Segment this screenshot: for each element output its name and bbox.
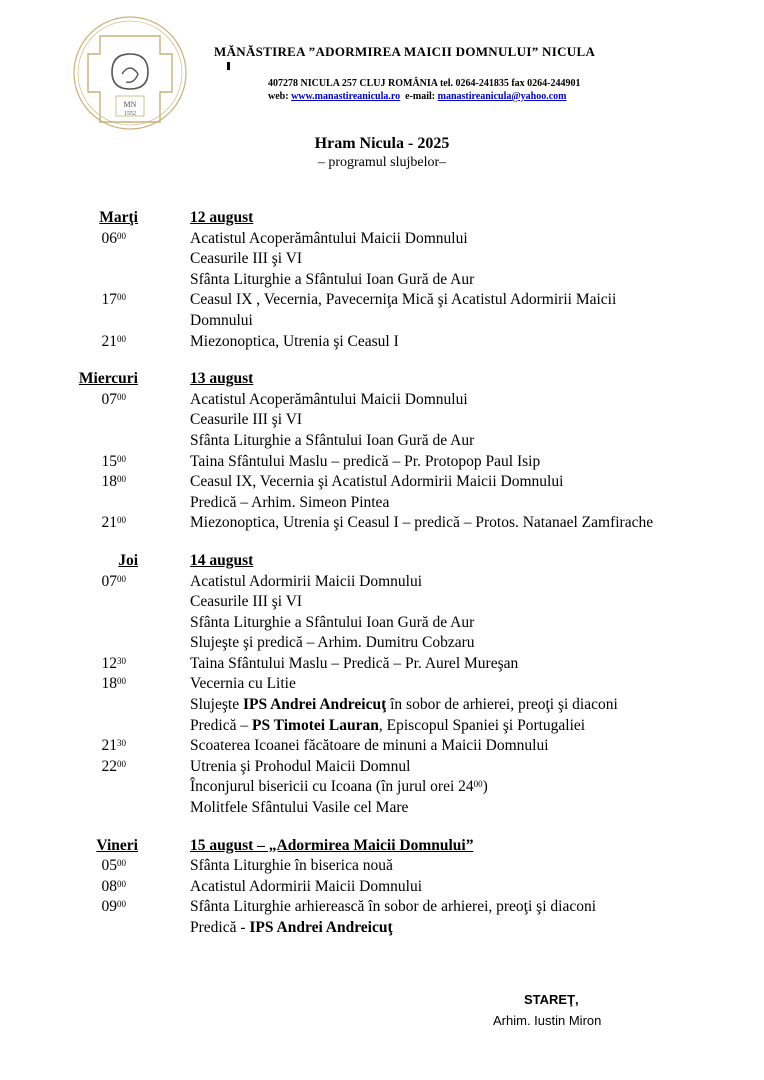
schedule-entry (0, 452, 764, 473)
entry-text-part: Predică - (190, 919, 250, 936)
entry-text: Acatistul Acoperământului Maicii Domnului (190, 229, 468, 247)
schedule-entry (0, 777, 764, 798)
entry-minutes: 00 (117, 515, 126, 526)
schedule-entry (0, 613, 764, 634)
entry-time (0, 877, 126, 898)
entry-text (190, 777, 750, 798)
schedule-entry (0, 249, 764, 270)
entry-text: Taina Sfântului Maslu – predică – Pr. Protopop Paul Isip (190, 452, 541, 470)
schedule-entry (0, 654, 764, 675)
signature-title: STAREŢ, (524, 992, 579, 1007)
day-header (0, 208, 764, 229)
schedule-entry (0, 270, 764, 291)
schedule-entry (0, 877, 764, 898)
entry-minutes: 00 (117, 333, 126, 344)
bullet-mark (227, 62, 230, 70)
day-date: 14 august (190, 551, 254, 569)
entry-text-part: , Episcopul Spaniei şi Portugaliei (378, 716, 586, 734)
entry-minutes: 00 (117, 878, 126, 889)
document-title: Hram Nicula - 2025 (314, 135, 450, 152)
entry-text: Molitfele Sfântului Vasile cel Mare (190, 799, 409, 817)
schedule-entry (0, 431, 764, 452)
entry-text: Taina Sfântului Maslu – Predică – Pr. Aurel Mureşan (190, 654, 519, 672)
entry-hour: 07 (101, 390, 117, 408)
entry-hour: 21 (101, 332, 117, 350)
address-line: 407278 NICULA 257 CLUJ ROMÂNIA tel. 0264-241835 fax 0264-244901 (268, 78, 581, 89)
schedule-entry (0, 332, 764, 353)
day-header (0, 369, 764, 390)
schedule-entry (0, 798, 764, 819)
schedule-entry (0, 736, 764, 757)
schedule-entry (0, 311, 764, 332)
entry-text: Acatistul Adormirii Maicii Domnului (190, 572, 423, 590)
entry-minutes: 00 (117, 453, 126, 464)
entry-time (0, 757, 126, 778)
entry-text: Scoaterea Icoanei făcătoare de minuni a Maicii Domnului (190, 737, 549, 755)
logo-year: 1552 (124, 111, 136, 117)
entry-time (0, 452, 126, 473)
entry-minutes: 00 (117, 676, 126, 687)
email-link[interactable]: manastireanicula@yahoo.com (437, 91, 567, 102)
entry-text: Domnului (190, 311, 253, 329)
entry-text (190, 918, 750, 939)
website-link[interactable]: www.manastireanicula.ro (291, 91, 401, 102)
entry-text: Slujeşte şi predică – Arhim. Dumitru Cobzaru (190, 634, 475, 652)
entry-text: Acatistul Adormirii Maicii Domnului (190, 877, 423, 895)
entry-minutes: 30 (117, 655, 126, 666)
day-date: 15 august – „Adormirea Maicii Domnului” (190, 836, 474, 854)
schedule-entry (0, 592, 764, 613)
email-label: e-mail: (405, 91, 436, 102)
entry-text: Ceasurile III şi VI (190, 250, 303, 268)
day-date: 12 august (190, 209, 254, 226)
day-name: Miercuri (78, 370, 138, 388)
entry-text (190, 695, 750, 716)
monastery-logo (60, 14, 200, 132)
entry-text-part: Înconjurul bisericii cu Icoana (în jurul orei 24 (190, 778, 474, 796)
entry-text: Vecernia cu Litie (190, 675, 296, 693)
entry-hour: 09 (101, 898, 117, 916)
schedule-entry (0, 856, 764, 877)
entry-text-part: în sobor de arhierei, preoţi şi diaconi (386, 696, 618, 714)
entry-text: Sfânta Liturghie arhierească în sobor de arhierei, preoţi şi diaconi (190, 898, 597, 916)
schedule-entry (0, 695, 764, 716)
schedule-entry (0, 674, 764, 695)
day-name: Joi (118, 551, 138, 569)
entry-hour: 17 (101, 291, 117, 309)
entry-time (0, 290, 126, 311)
monastery-name: MĂNĂSTIREA ”ADORMIREA MAICII DOMNULUI” NICULA (214, 44, 596, 59)
entry-time (0, 572, 126, 593)
schedule-entry (0, 410, 764, 431)
entry-text: Ceasul IX, Vecernia şi Acatistul Adormirii Maicii Domnului (190, 473, 564, 491)
entry-time (0, 736, 126, 757)
entry-hour: 22 (101, 757, 117, 775)
entry-time (0, 332, 126, 353)
entry-time (0, 513, 126, 534)
schedule-entry (0, 290, 764, 311)
entry-time (0, 229, 126, 250)
entry-minutes: 00 (117, 292, 126, 303)
schedule-entry (0, 572, 764, 593)
entry-text-bold: IPS Andrei Andreicuţ (242, 696, 387, 714)
entry-time (0, 856, 126, 877)
entry-hour: 08 (101, 877, 117, 895)
entry-hour: 21 (101, 514, 117, 532)
entry-minutes: 00 (117, 858, 126, 869)
entry-hour: 18 (101, 473, 117, 491)
logo-letters: MN (123, 100, 137, 109)
entry-hour: 06 (101, 229, 117, 247)
entry-time (0, 472, 126, 493)
document-subtitle: – programul slujbelor– (317, 155, 447, 170)
entry-text: Miezonoptica, Utrenia şi Ceasul I – predică – Protos. Natanael Zamfirache (190, 514, 654, 532)
entry-minutes: 00 (117, 230, 126, 241)
signature-name: Arhim. Iustin Miron (493, 1013, 602, 1028)
day-date: 13 august (190, 370, 254, 388)
entry-hour: 07 (101, 572, 117, 590)
entry-text: Sfânta Liturghie a Sfântului Ioan Gură de Aur (190, 270, 475, 288)
schedule-entry (0, 633, 764, 654)
schedule-entry (0, 897, 764, 918)
schedule-entry (0, 472, 764, 493)
schedule-entry (0, 757, 764, 778)
entry-minutes: 00 (117, 391, 126, 402)
entry-text-bold: IPS Andrei Andreicuţ (249, 919, 393, 936)
entry-text-part: 00 (473, 779, 483, 790)
entry-time (0, 897, 126, 918)
entry-hour: 21 (101, 737, 117, 755)
day-block (0, 836, 764, 939)
entry-text: Acatistul Acoperământului Maicii Domnului (190, 390, 468, 408)
schedule-entry (0, 390, 764, 411)
schedule (0, 208, 764, 956)
entry-text (190, 716, 750, 737)
schedule-entry (0, 229, 764, 250)
entry-text: Sfânta Liturghie în biserica nouă (190, 857, 393, 875)
entry-text: Ceasurile III şi VI (190, 411, 303, 429)
entry-minutes: 00 (117, 474, 126, 485)
entry-text-part: Predică – (190, 716, 252, 734)
entry-minutes: 30 (117, 738, 126, 749)
entry-text: Ceasurile III şi VI (190, 593, 303, 611)
schedule-entry (0, 716, 764, 737)
entry-text: Sfânta Liturghie a Sfântului Ioan Gură de Aur (190, 613, 475, 631)
schedule-entry (0, 918, 764, 939)
entry-text-bold: PS Timotei Lauran (251, 716, 379, 734)
entry-text: Utrenia şi Prohodul Maicii Domnul (190, 757, 411, 775)
day-block (0, 369, 764, 534)
day-header (0, 836, 764, 857)
day-header (0, 551, 764, 572)
entry-text: Predică – Arhim. Simeon Pintea (190, 493, 390, 511)
schedule-entry (0, 513, 764, 534)
day-block (0, 551, 764, 819)
entry-minutes: 00 (117, 899, 126, 910)
web-label: web: (268, 91, 289, 102)
day-block (0, 208, 764, 352)
day-name: Marţi (99, 209, 138, 226)
day-name: Vineri (96, 836, 138, 854)
entry-hour: 12 (101, 654, 117, 672)
entry-minutes: 00 (117, 758, 126, 769)
entry-text: Sfânta Liturghie a Sfântului Ioan Gură de Aur (190, 431, 475, 449)
schedule-entry (0, 493, 764, 514)
entry-text: Ceasul IX , Vecernia, Pavecerniţa Mică şi Acatistul Adormirii Maicii (190, 291, 617, 309)
entry-time (0, 390, 126, 411)
entry-time (0, 654, 126, 675)
entry-hour: 15 (101, 452, 117, 470)
entry-hour: 18 (101, 675, 117, 693)
entry-hour: 05 (101, 857, 117, 875)
entry-time (0, 674, 126, 695)
entry-text-part: Slujeşte (190, 696, 243, 714)
entry-minutes: 00 (117, 573, 126, 584)
entry-text: Miezonoptica, Utrenia şi Ceasul I (190, 332, 399, 350)
contact-line (268, 91, 566, 102)
entry-text-part: ) (482, 778, 488, 796)
